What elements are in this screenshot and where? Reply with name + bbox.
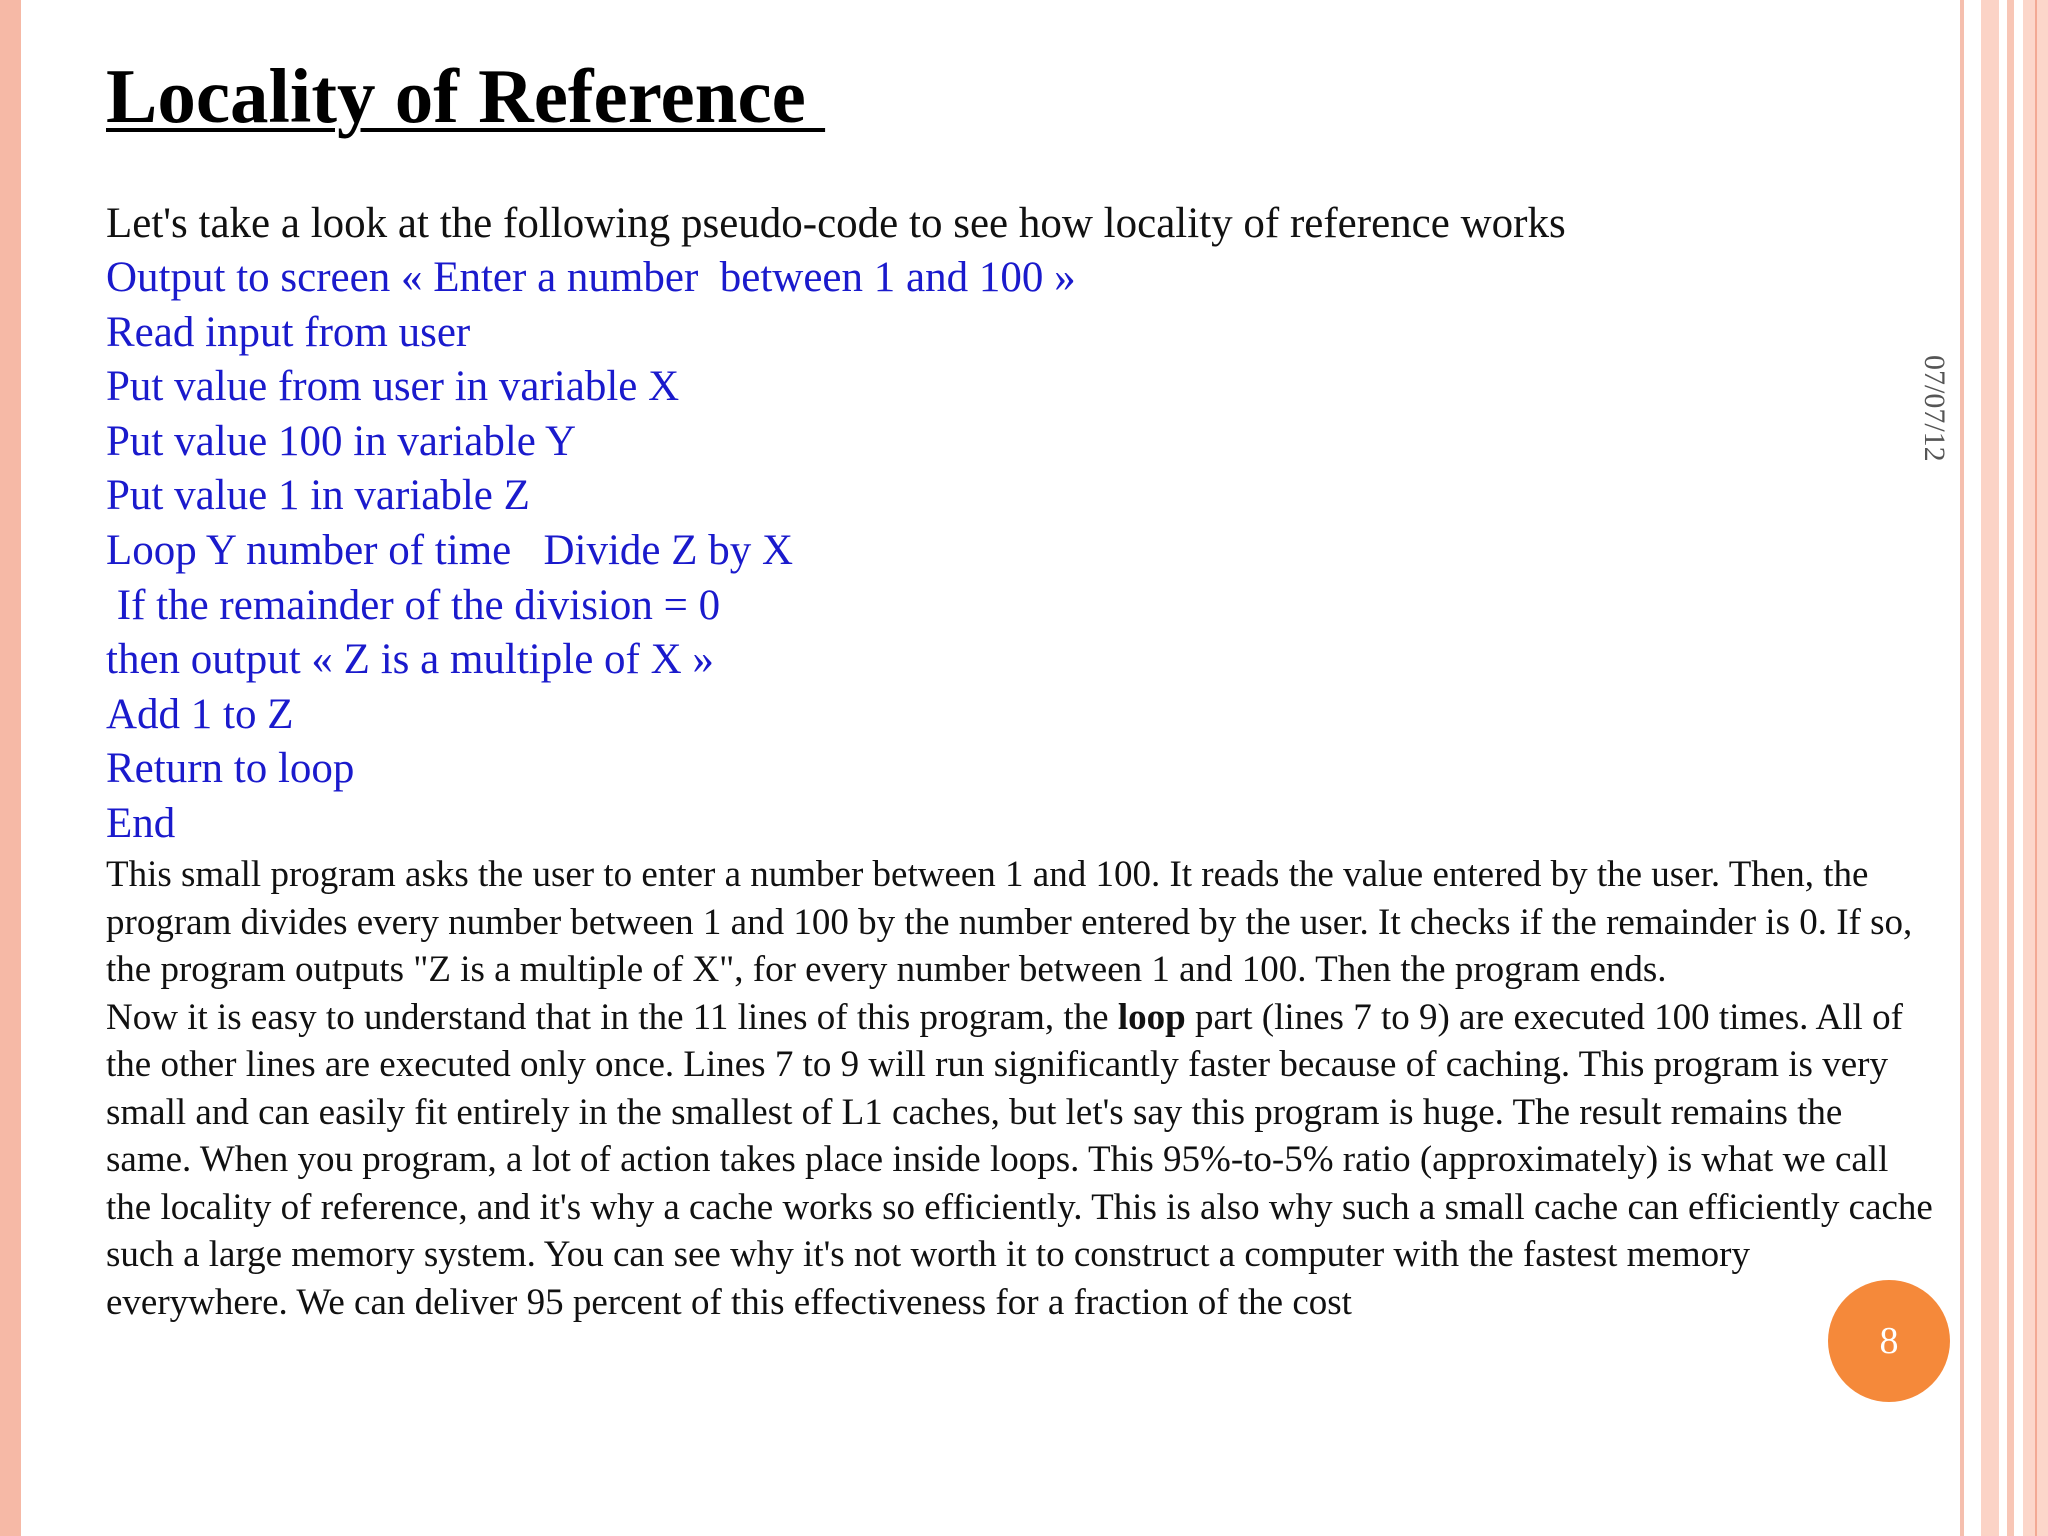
page-number: 8 [1879, 1320, 1899, 1362]
code-line: Put value 100 in variable Y [106, 417, 577, 465]
slide-title: Locality of Reference [106, 53, 826, 139]
bold-keyword: loop [1117, 996, 1186, 1038]
code-line: Put value 1 in variable Z [106, 472, 530, 520]
code-line: Return to loop [106, 745, 355, 793]
right-border-stripe [2035, 0, 2037, 1536]
right-border-stripe [1960, 0, 1964, 1536]
code-line: If the remainder of the division = 0 [106, 581, 721, 629]
left-border [0, 0, 21, 1536]
page-number-badge [1828, 1280, 1950, 1402]
pseudo-code-list [106, 251, 1076, 852]
code-line: Loop Y number of time Divide Z by X [106, 526, 794, 574]
explanation-paragraph-1: This small program asks the user to enter a number between 1 and 100. It reads the value entered by the user. Then, the program divides every number between 1 and 100 by the number entered by the user. It checks if the remainder is 0. If so, the program outputs "Z is a multiple of X", for every number between 1 and 100. Then the program ends. [106, 854, 1913, 990]
right-border-stripe [2007, 0, 2014, 1536]
explanation-block [106, 851, 1936, 1326]
code-line: Output to screen « Enter a number between 1 and 100 » [106, 254, 1076, 301]
code-line: Add 1 to Z [106, 690, 294, 738]
code-line: Read input from user [106, 308, 471, 356]
code-line: Put value from user in variable X [106, 363, 680, 411]
intro-text: Let's take a look at the following pseudo-code to see how locality of reference works [106, 200, 1566, 247]
slide-date: 07/07/12 [1918, 355, 1951, 462]
code-line: End [106, 799, 176, 847]
code-line: then output « Z is a multiple of X » [106, 636, 714, 684]
explanation-paragraph-2 [106, 994, 1936, 1327]
right-border-stripe [1981, 0, 1999, 1536]
explanation-text: Now it is easy to understand that in the 11 lines of this program, the [106, 996, 1118, 1038]
explanation-text: part (lines 7 to 9) are executed 100 times. All of the other lines are executed only once. Lines 7 to 9 will run significantly faster because of caching. This program is very small and can easily fit entirely in the smallest of L1 caches, but let's say this program is huge. The result remains the same. When you program, a lot of action takes place inside loops. This 95%-to-5% ratio (approximately) is what we call the locality of reference, and it's why a cache works so efficiently. This is also why such a small cache can efficiently cache such a large memory system. You can see why it's not worth it to construct a computer with the fastest memory everywhere. We can deliver 95 percent of this effectiveness for a fraction of the cost [106, 996, 1933, 1323]
